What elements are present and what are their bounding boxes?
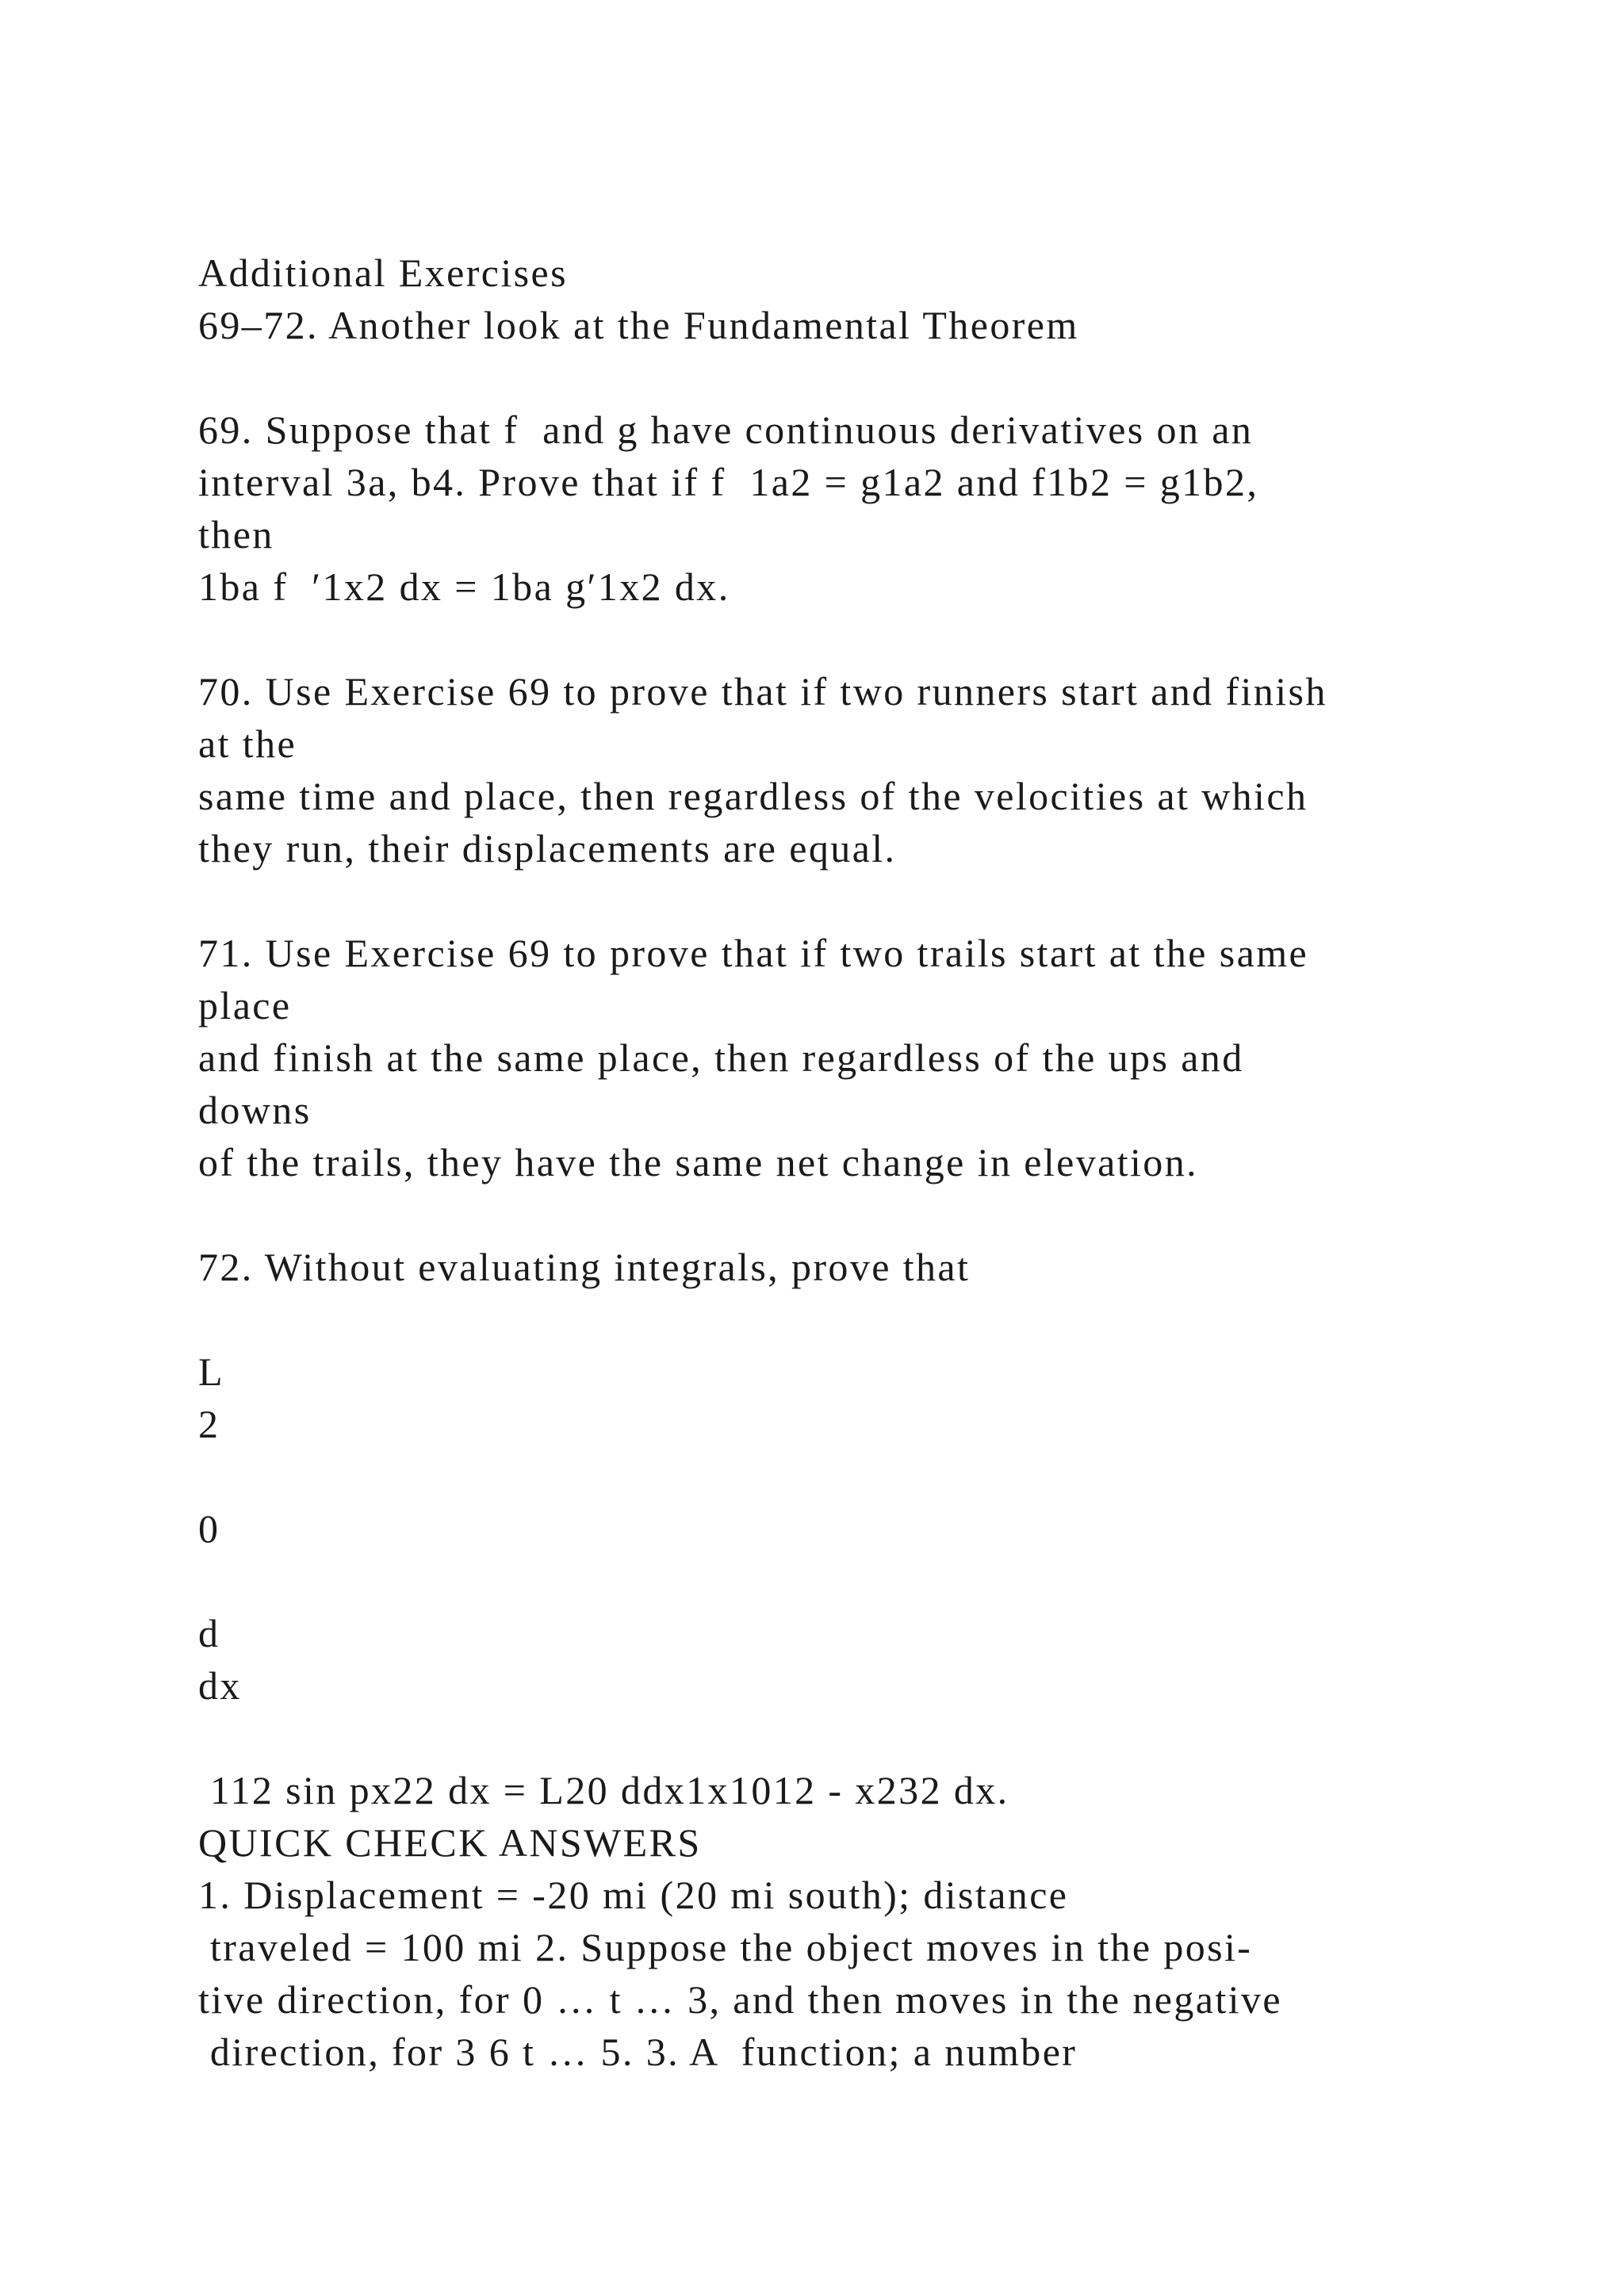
exercise-71-text: place bbox=[198, 983, 292, 1027]
exercise-70-text: at the bbox=[198, 721, 297, 766]
integral-fragment: 0 bbox=[198, 1506, 220, 1551]
blank-line bbox=[198, 1188, 1546, 1241]
quick-check-answer: tive direction, for 0 … t … 3, and then moves in the negative bbox=[198, 1977, 1282, 2022]
blank-line bbox=[198, 351, 1546, 404]
exercise-69-text: interval 3a, b4. Prove that if f 1a2 = g1a2 and f1b2 = g1b2, bbox=[198, 460, 1259, 504]
blank-line bbox=[198, 1712, 1546, 1764]
exercise-71-text: of the trails, they have the same net change in elevation. bbox=[198, 1140, 1199, 1184]
integral-fragment: dx bbox=[198, 1663, 242, 1708]
exercise-70-text: they run, their displacements are equal. bbox=[198, 826, 897, 871]
blank-line bbox=[198, 1450, 1546, 1502]
quick-check-answer: direction, for 3 6 t … 5. 3. A function; a number bbox=[198, 2030, 1078, 2074]
exercise-72-equation: 112 sin px22 dx = L20 ddx1x1012 - x232 dx. bbox=[198, 1768, 1009, 1812]
quick-check-answer: traveled = 100 mi 2. Suppose the object moves in the posi- bbox=[198, 1925, 1253, 1969]
blank-line bbox=[198, 1555, 1546, 1607]
exercise-69-text: 69. Suppose that f and g have continuous derivatives on an bbox=[198, 408, 1254, 452]
quick-check-heading: QUICK CHECK ANSWERS bbox=[198, 1820, 702, 1865]
section-heading: Additional Exercises bbox=[198, 251, 568, 295]
integral-fragment: 2 bbox=[198, 1402, 220, 1446]
blank-line bbox=[198, 874, 1546, 927]
integral-fragment: d bbox=[198, 1611, 220, 1655]
exercise-70-text: same time and place, then regardless of the velocities at which bbox=[198, 774, 1308, 818]
exercise-70-text: 70. Use Exercise 69 to prove that if two runners start and finish bbox=[198, 669, 1327, 714]
document-page bbox=[198, 247, 1546, 2078]
exercise-72-text: 72. Without evaluating integrals, prove that bbox=[198, 1245, 971, 1289]
integral-fragment: L bbox=[198, 1349, 224, 1394]
exercise-71-text: 71. Use Exercise 69 to prove that if two trails start at the same bbox=[198, 931, 1309, 975]
exercise-69-text: then bbox=[198, 512, 274, 557]
blank-line bbox=[198, 1293, 1546, 1345]
exercise-69-equation: 1ba f ′1x2 dx = 1ba g′1x2 dx. bbox=[198, 564, 730, 609]
exercise-71-text: and finish at the same place, then regardless of the ups and bbox=[198, 1035, 1244, 1080]
exercise-group-title: 69–72. Another look at the Fundamental Theorem bbox=[198, 303, 1079, 347]
exercise-71-text: downs bbox=[198, 1088, 312, 1132]
blank-line bbox=[198, 613, 1546, 665]
quick-check-answer: 1. Displacement = -20 mi (20 mi south); distance bbox=[198, 1873, 1069, 1917]
